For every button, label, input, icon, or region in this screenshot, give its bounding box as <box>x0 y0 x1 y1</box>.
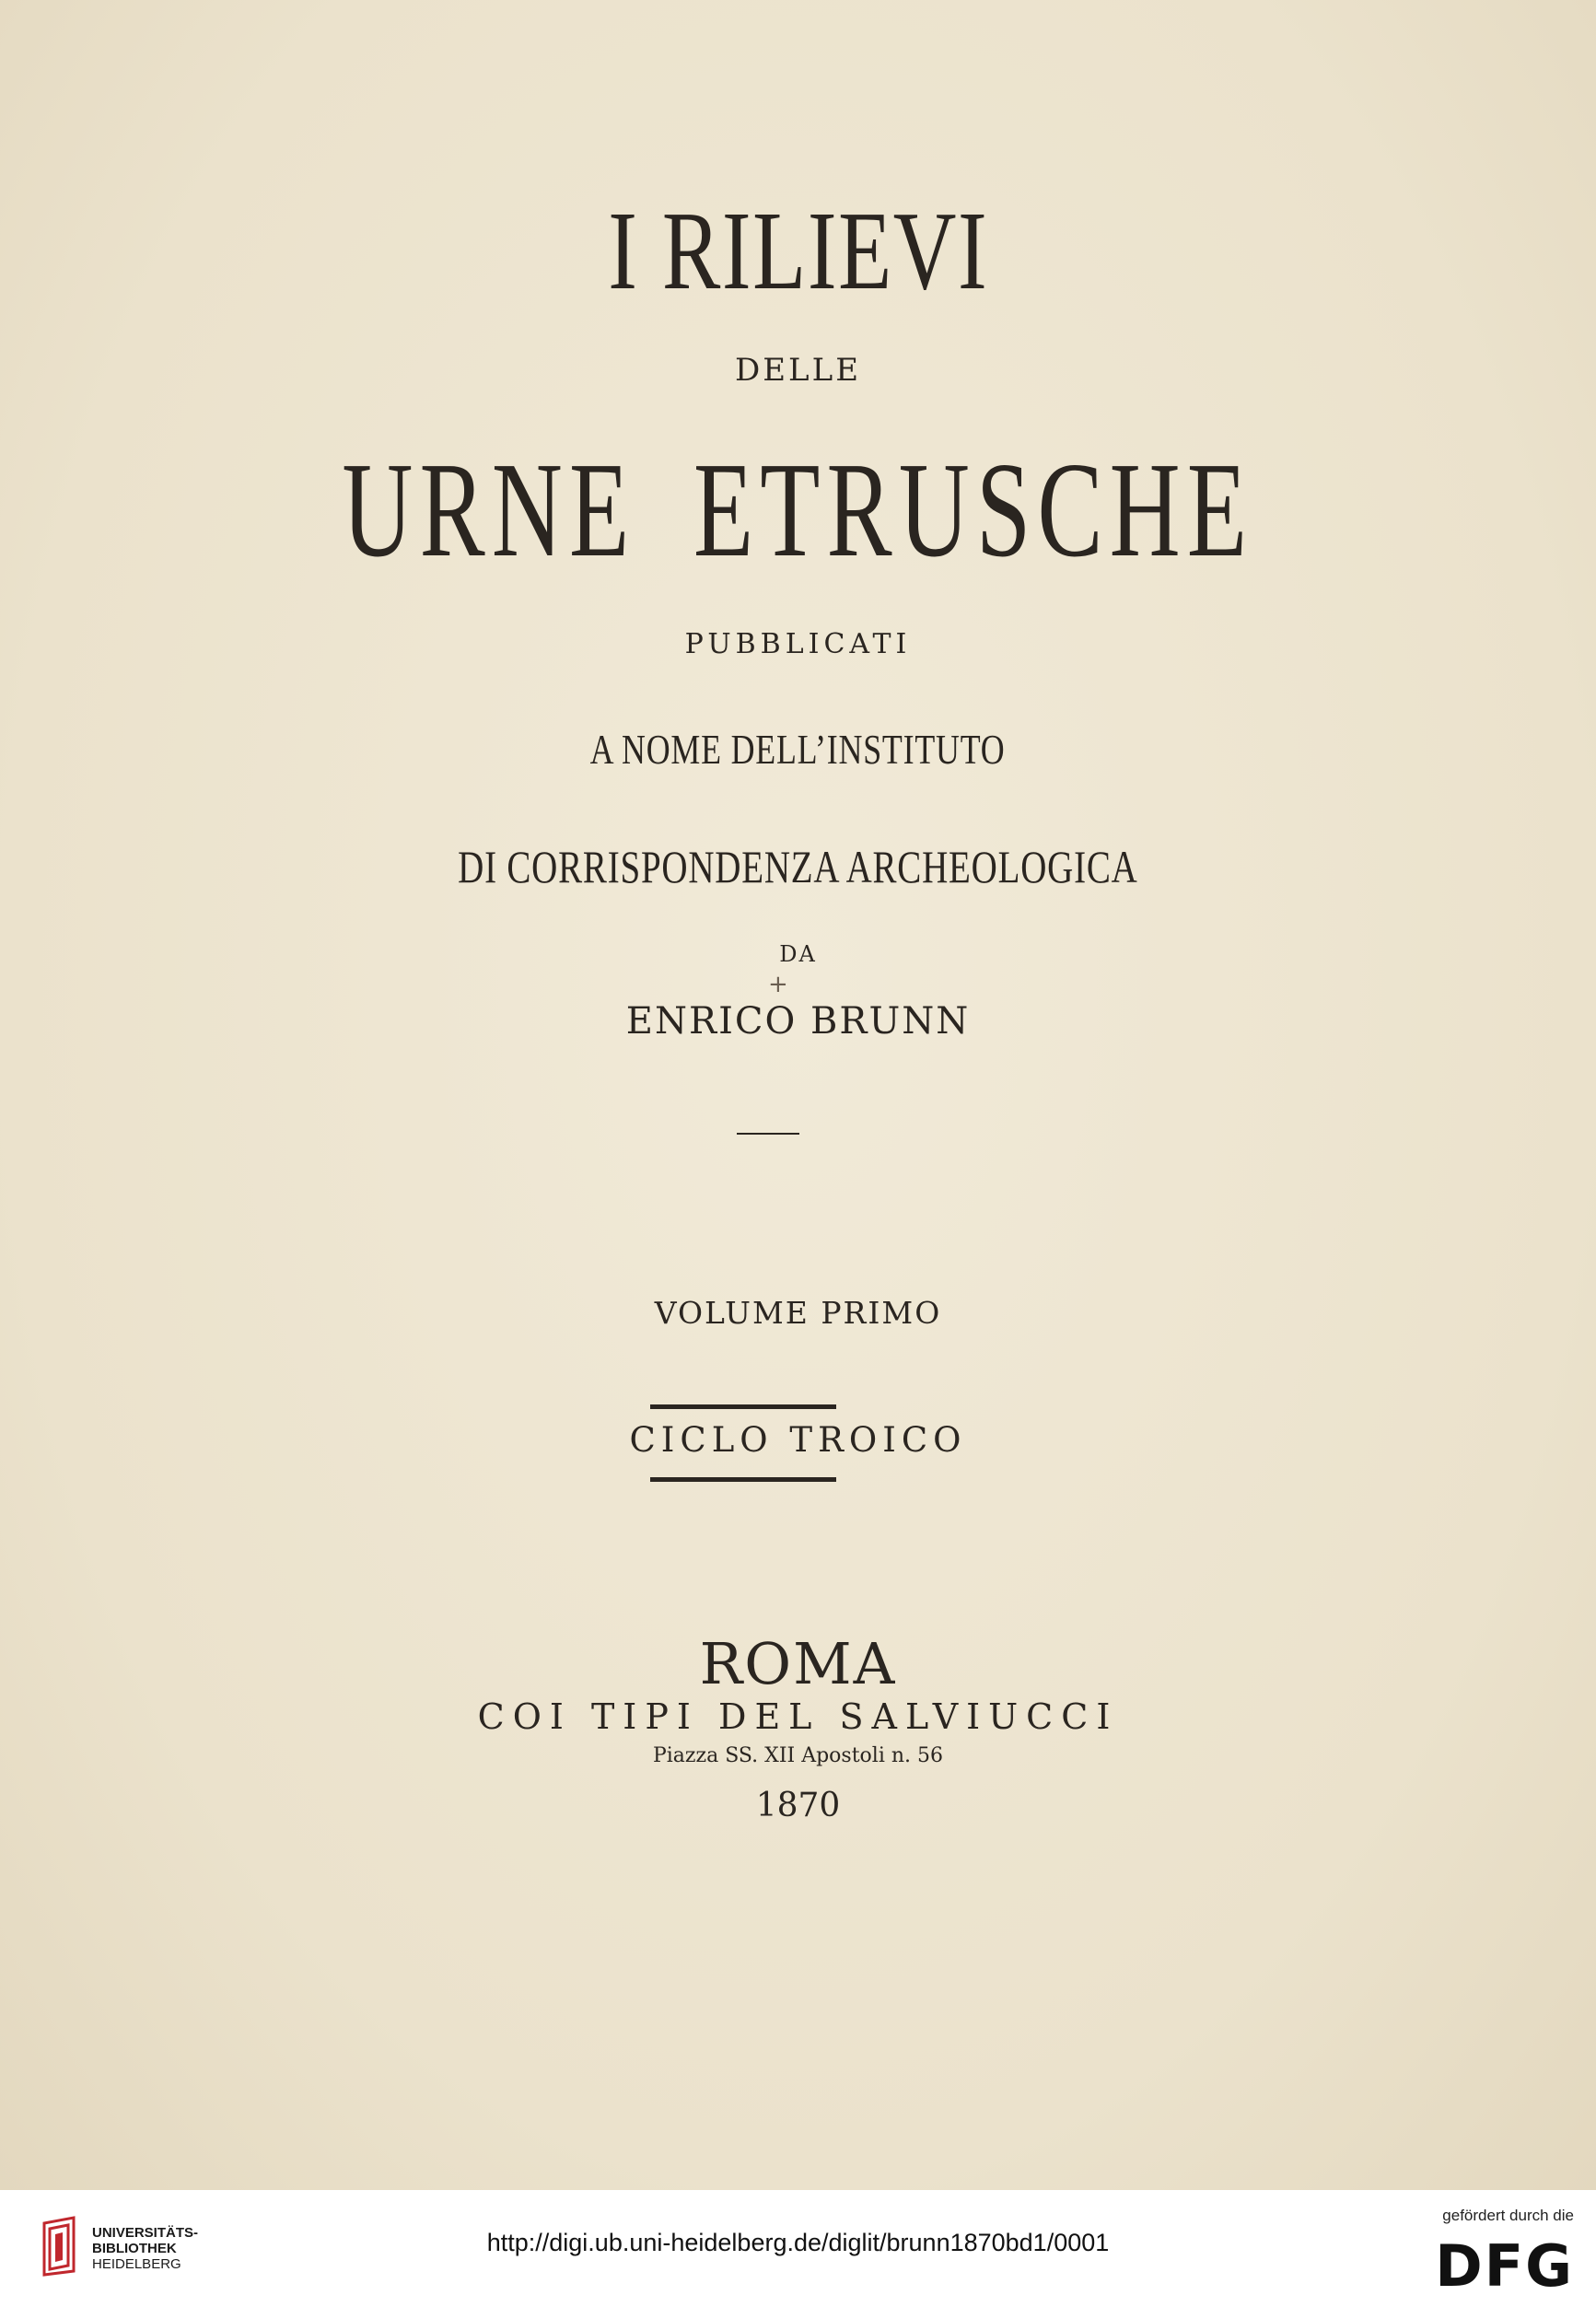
library-line-1: UNIVERSITÄTS- <box>92 2225 199 2241</box>
divider-rule <box>737 1133 799 1135</box>
author-name: ENRICO BRUNN <box>625 1000 971 1043</box>
pubblicati-text: PUBBLICATI <box>684 628 912 660</box>
title-line-1-text: I RILIEVI <box>607 189 989 313</box>
city-text: ROMA <box>699 1630 897 1697</box>
delle-text: DELLE <box>734 352 862 389</box>
address-text: Piazza SS. XII Apostoli n. 56 <box>652 1744 944 1767</box>
printer-text: COI TIPI DEL SALVIUCCI <box>477 1696 1119 1737</box>
handwritten-mark: + <box>768 971 788 998</box>
title-line-2-text: URNE ETRUSCHE <box>342 435 1254 586</box>
title-line-2 <box>0 435 1596 586</box>
a-nome-text: A NOME DELL’INSTITUTO <box>590 726 1006 773</box>
ciclo-rule-bottom <box>650 1477 836 1482</box>
library-line-3: HEIDELBERG <box>92 2256 181 2272</box>
a-nome-line <box>0 724 1596 774</box>
istituto-text: DI CORRISPONDENZA ARCHEOLOGICA <box>458 841 1138 892</box>
library-line-2: BIBLIOTHEK <box>92 2241 177 2256</box>
da-text: DA <box>779 941 817 967</box>
ciclo-text: CICLO TROICO <box>629 1420 967 1460</box>
istituto-line <box>0 840 1596 893</box>
dfg-logo: DFG <box>1435 2232 1574 2300</box>
volume-text: VOLUME PRIMO <box>654 1295 942 1331</box>
funded-by-caption: gefördert durch die <box>1442 2207 1574 2224</box>
ciclo-rule-top <box>650 1404 836 1409</box>
permalink-url[interactable]: http://digi.ub.uni-heidelberg.de/diglit/brunn1870bd1/0001 <box>486 2229 1110 2256</box>
title-line-1 <box>0 189 1596 313</box>
year-text: 1870 <box>755 1787 841 1824</box>
footer-bar <box>0 2190 1596 2307</box>
